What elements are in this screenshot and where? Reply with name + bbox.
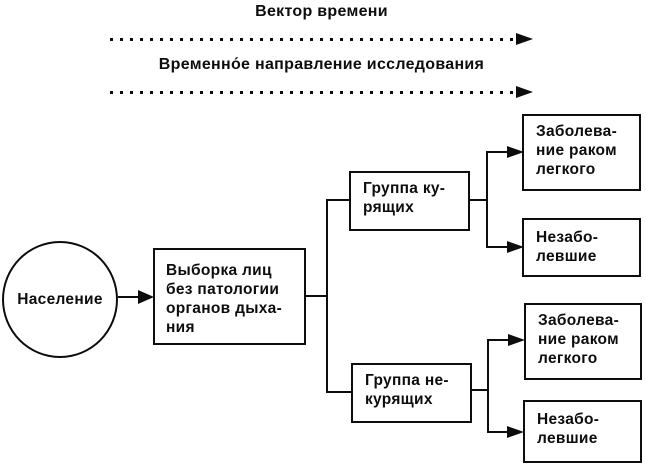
sample-box-line1: Выборка лиц — [166, 262, 272, 279]
nonsmokers-box-line2: курящих — [365, 391, 433, 408]
nonsmokers-box — [351, 363, 472, 423]
nonsmokers-outcomes-vertical — [487, 339, 489, 433]
smokers-box-line2: рящих — [363, 199, 415, 216]
sample-box-line2: без патологии — [166, 281, 280, 298]
study-direction-label: Временно́е направление исследования — [158, 56, 485, 73]
population-label: Население — [17, 291, 103, 308]
study-direction-arrowhead-icon — [516, 86, 533, 98]
time-vector-dotted-arrow — [110, 38, 516, 41]
connector-to-smokers — [326, 199, 349, 201]
smokers-well-box — [522, 218, 641, 277]
nonsmokers-well-line2: левшие — [537, 430, 598, 447]
nonsmokers-well-box — [523, 400, 642, 463]
arrow-nonsmokers-well-head-icon — [507, 426, 524, 438]
nonsmokers-cancer-box — [524, 303, 642, 380]
study-direction-dotted-arrow — [110, 91, 516, 94]
smokers-well-line2: левшие — [536, 248, 597, 265]
population-circle — [2, 241, 118, 358]
nonsmokers-well-line1: Незабо- — [537, 411, 600, 428]
smokers-outcomes-vertical — [486, 151, 488, 248]
smokers-cancer-line3: легкого — [536, 161, 596, 178]
smokers-cancer-line2: ние раком — [536, 142, 617, 159]
smokers-box — [349, 171, 470, 231]
arrow-population-to-sample-head-icon — [138, 290, 154, 304]
nonsmokers-cancer-line2: ние раком — [538, 331, 619, 348]
smokers-cancer-box — [522, 114, 641, 191]
sample-box-line4: ния — [166, 319, 195, 336]
smokers-cancer-line1: Заболева- — [536, 123, 618, 140]
nonsmokers-cancer-line1: Заболева- — [538, 312, 620, 329]
arrow-nonsmokers-cancer-head-icon — [508, 334, 525, 346]
connector-to-nonsmokers — [326, 391, 351, 393]
smokers-well-line1: Незабо- — [536, 229, 599, 246]
nonsmokers-box-line1: Группа не- — [365, 372, 449, 389]
sample-box-line3: органов дыха- — [166, 300, 283, 317]
connector-sample-stub — [306, 295, 328, 297]
nonsmokers-cancer-line3: легкого — [538, 350, 598, 367]
sample-box — [153, 248, 306, 345]
time-vector-label: Вектор времени — [255, 3, 388, 20]
smokers-box-line1: Группа ку- — [363, 180, 446, 197]
time-vector-arrowhead-icon — [516, 33, 533, 45]
connector-groups-vertical — [326, 199, 328, 393]
